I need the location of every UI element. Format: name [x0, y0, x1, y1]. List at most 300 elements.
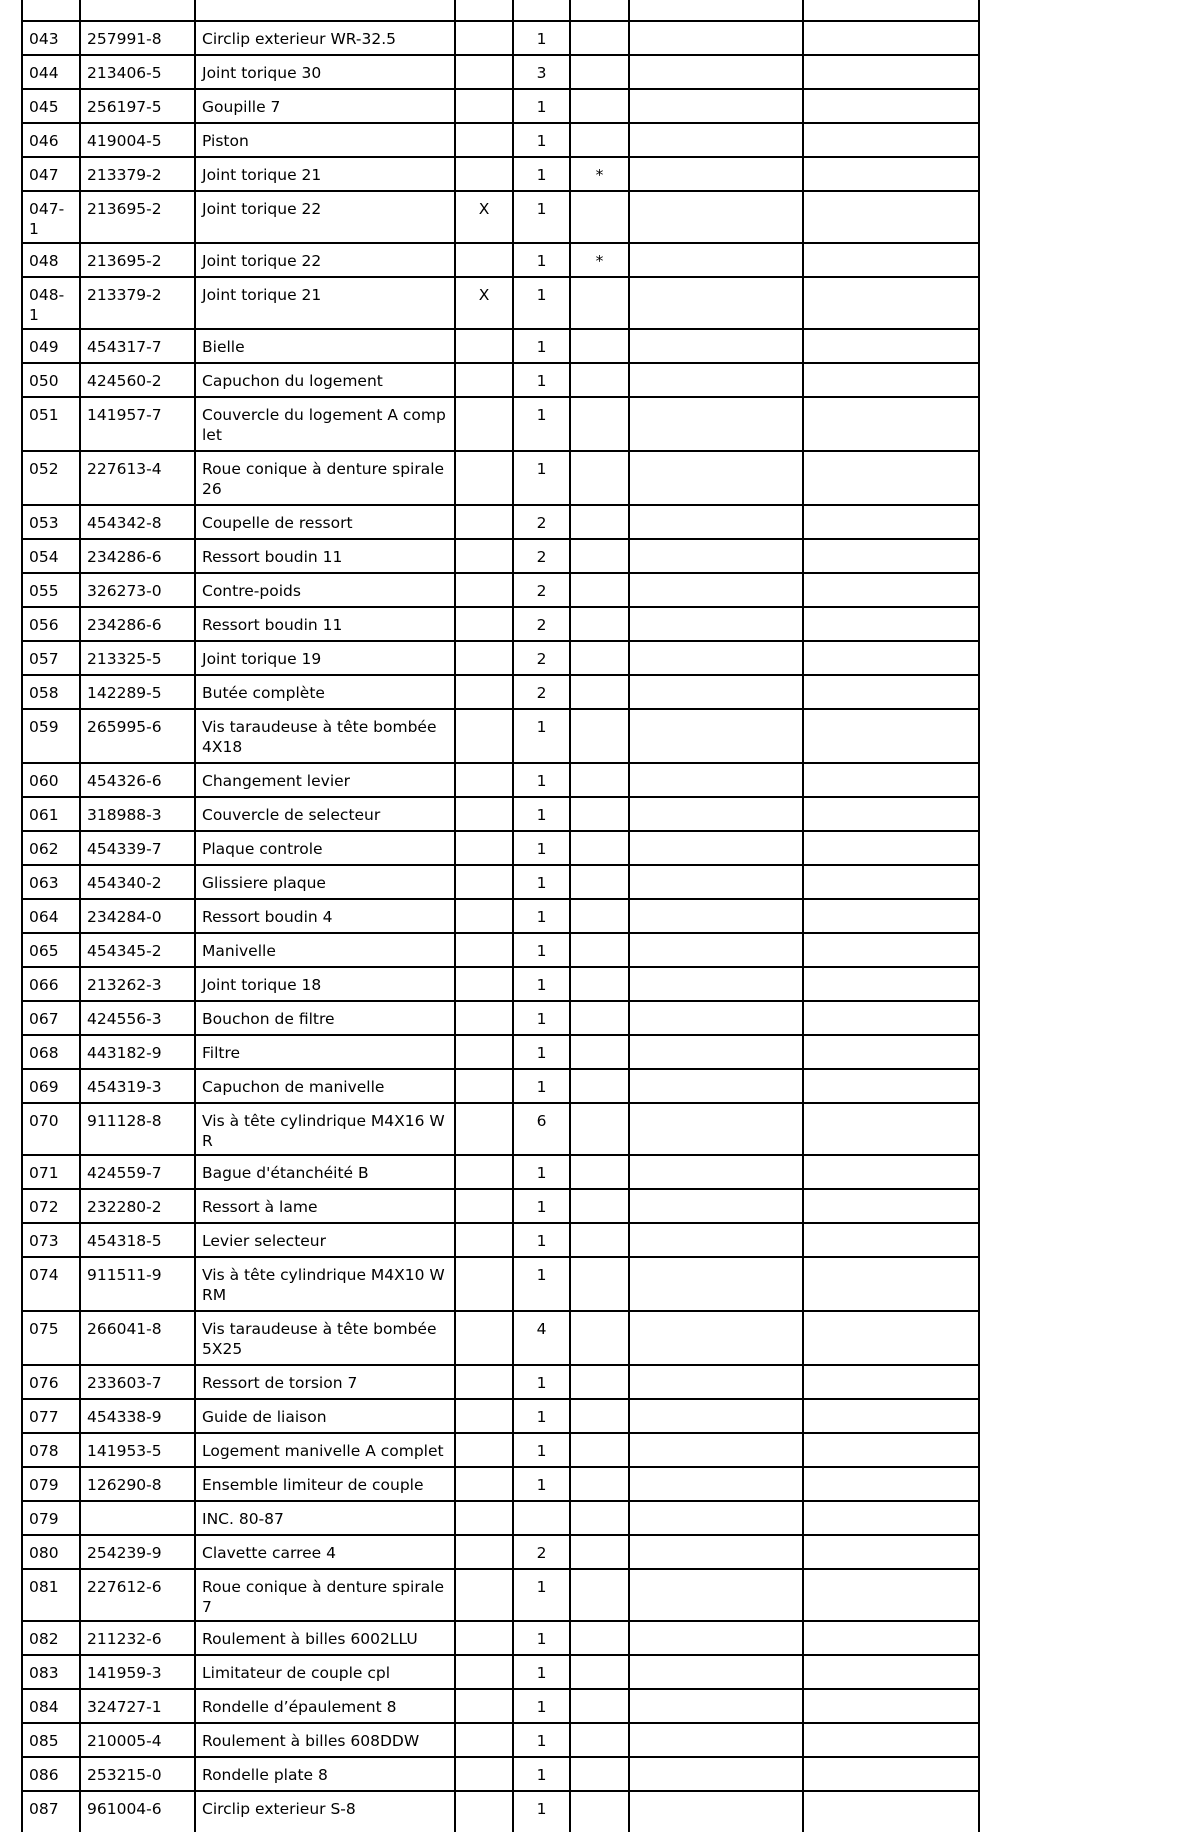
description-cell: Capuchon de manivelle [195, 1069, 455, 1103]
description-cell: Roue conique à denture spirale 7 [195, 1569, 455, 1621]
part-number-cell: 213406-5 [80, 55, 195, 89]
empty-cell [629, 1535, 803, 1569]
empty-cell [803, 55, 979, 89]
empty-cell [629, 1001, 803, 1035]
quantity-cell: 1 [513, 191, 570, 243]
quantity-cell: 2 [513, 505, 570, 539]
marker-x-cell [455, 329, 513, 363]
table-row [22, 1103, 979, 1155]
part-number-cell: 419004-5 [80, 123, 195, 157]
part-number-cell: 424560-2 [80, 363, 195, 397]
empty-cell [629, 329, 803, 363]
empty-cell [803, 1311, 979, 1365]
quantity-cell: 1 [513, 1723, 570, 1757]
quantity-cell: 1 [513, 967, 570, 1001]
table-row [22, 797, 979, 831]
item-number-cell: 054 [22, 539, 80, 573]
empty-cell [803, 277, 979, 329]
empty-cell [803, 967, 979, 1001]
empty-cell [629, 1069, 803, 1103]
item-number-cell: 082 [22, 1621, 80, 1655]
empty-cell [803, 1501, 979, 1535]
marker-x-cell [455, 1757, 513, 1791]
quantity-cell: 1 [513, 363, 570, 397]
table-row [22, 505, 979, 539]
item-number-cell: 068 [22, 1035, 80, 1069]
table-row [22, 1689, 979, 1723]
part-number-cell: 424556-3 [80, 1001, 195, 1035]
empty-cell [629, 1501, 803, 1535]
table-row [22, 1035, 979, 1069]
marker-x-cell [455, 797, 513, 831]
note-star-cell [570, 89, 629, 123]
table-row [22, 1655, 979, 1689]
part-number-cell: 324727-1 [80, 1689, 195, 1723]
empty-cell [629, 1035, 803, 1069]
description-cell: Goupille 7 [195, 89, 455, 123]
table-row [22, 1569, 979, 1621]
quantity-cell: 1 [513, 397, 570, 451]
quantity-cell: 1 [513, 1155, 570, 1189]
marker-x-cell [455, 709, 513, 763]
marker-x-cell [455, 1569, 513, 1621]
part-number-cell: 141959-3 [80, 1655, 195, 1689]
empty-cell [629, 709, 803, 763]
table-row [22, 1069, 979, 1103]
quantity-cell: 1 [513, 1069, 570, 1103]
item-number-cell: 067 [22, 1001, 80, 1035]
part-number-cell: 454326-6 [80, 763, 195, 797]
table-cell-empty [570, 0, 629, 21]
item-number-cell: 058 [22, 675, 80, 709]
quantity-cell: 2 [513, 1535, 570, 1569]
description-cell: Piston [195, 123, 455, 157]
item-number-cell: 077 [22, 1399, 80, 1433]
item-number-cell: 084 [22, 1689, 80, 1723]
empty-cell [803, 451, 979, 505]
part-number-cell: 911511-9 [80, 1257, 195, 1311]
part-number-cell: 454340-2 [80, 865, 195, 899]
description-cell: INC. 80-87 [195, 1501, 455, 1535]
description-cell: Ressort boudin 4 [195, 899, 455, 933]
empty-cell [803, 1399, 979, 1433]
item-number-cell: 044 [22, 55, 80, 89]
note-star-cell [570, 1155, 629, 1189]
empty-cell [629, 1399, 803, 1433]
description-cell: Butée complète [195, 675, 455, 709]
description-cell: Bague d'étanchéité B [195, 1155, 455, 1189]
quantity-cell: 1 [513, 1689, 570, 1723]
quantity-cell: 1 [513, 1189, 570, 1223]
table-row [22, 397, 979, 451]
item-number-cell: 049 [22, 329, 80, 363]
empty-cell [629, 451, 803, 505]
part-number-cell: 234284-0 [80, 899, 195, 933]
description-cell: Joint torique 21 [195, 277, 455, 329]
empty-cell [803, 21, 979, 55]
empty-cell [803, 1365, 979, 1399]
part-number-cell: 454338-9 [80, 1399, 195, 1433]
note-star-cell [570, 607, 629, 641]
table-row [22, 899, 979, 933]
quantity-cell: 1 [513, 1257, 570, 1311]
part-number-cell: 911128-8 [80, 1103, 195, 1155]
marker-x-cell [455, 1433, 513, 1467]
note-star-cell [570, 1311, 629, 1365]
marker-x-cell [455, 363, 513, 397]
empty-cell [629, 1655, 803, 1689]
empty-cell [629, 641, 803, 675]
quantity-cell: 1 [513, 831, 570, 865]
quantity-cell: 1 [513, 709, 570, 763]
marker-x-cell [455, 641, 513, 675]
part-number-cell: 266041-8 [80, 1311, 195, 1365]
empty-cell [803, 675, 979, 709]
empty-cell [629, 1155, 803, 1189]
item-number-cell: 079 [22, 1467, 80, 1501]
note-star-cell [570, 967, 629, 1001]
item-number-cell: 073 [22, 1223, 80, 1257]
quantity-cell: 1 [513, 1433, 570, 1467]
table-row [22, 675, 979, 709]
empty-cell [629, 1621, 803, 1655]
empty-cell [803, 1689, 979, 1723]
note-star-cell: * [570, 243, 629, 277]
table-row [22, 1155, 979, 1189]
empty-cell [629, 1791, 803, 1832]
marker-x-cell [455, 763, 513, 797]
item-number-cell: 048-1 [22, 277, 80, 329]
description-cell: Couvercle du logement A complet [195, 397, 455, 451]
marker-x-cell [455, 967, 513, 1001]
empty-cell [803, 573, 979, 607]
item-number-cell: 087 [22, 1791, 80, 1832]
quantity-cell: 1 [513, 1655, 570, 1689]
marker-x-cell [455, 1001, 513, 1035]
note-star-cell [570, 1399, 629, 1433]
table-row [22, 1433, 979, 1467]
part-number-cell: 253215-0 [80, 1757, 195, 1791]
description-cell: Limitateur de couple cpl [195, 1655, 455, 1689]
empty-cell [803, 797, 979, 831]
marker-x-cell: X [455, 277, 513, 329]
empty-cell [803, 607, 979, 641]
empty-cell [629, 191, 803, 243]
item-number-cell: 047 [22, 157, 80, 191]
table-row [22, 573, 979, 607]
note-star-cell [570, 451, 629, 505]
empty-cell [629, 1189, 803, 1223]
empty-cell [803, 397, 979, 451]
part-number-cell: 211232-6 [80, 1621, 195, 1655]
description-cell: Logement manivelle A complet [195, 1433, 455, 1467]
marker-x-cell [455, 1399, 513, 1433]
empty-cell [629, 933, 803, 967]
empty-cell [629, 1103, 803, 1155]
table-cell-empty [22, 0, 80, 21]
item-number-cell: 086 [22, 1757, 80, 1791]
marker-x-cell [455, 1035, 513, 1069]
item-number-cell: 071 [22, 1155, 80, 1189]
description-cell: Joint torique 19 [195, 641, 455, 675]
quantity-cell: 1 [513, 763, 570, 797]
note-star-cell [570, 539, 629, 573]
marker-x-cell [455, 1791, 513, 1832]
part-number-cell: 254239-9 [80, 1535, 195, 1569]
empty-cell [629, 89, 803, 123]
empty-cell [629, 865, 803, 899]
empty-cell [803, 1757, 979, 1791]
quantity-cell: 1 [513, 1791, 570, 1832]
quantity-cell: 1 [513, 1757, 570, 1791]
note-star-cell [570, 397, 629, 451]
table-row [22, 1223, 979, 1257]
empty-cell [803, 329, 979, 363]
empty-cell [629, 123, 803, 157]
quantity-cell: 1 [513, 329, 570, 363]
item-number-cell: 063 [22, 865, 80, 899]
empty-cell [803, 539, 979, 573]
empty-cell [629, 243, 803, 277]
note-star-cell [570, 505, 629, 539]
table-row [22, 1467, 979, 1501]
part-number-cell: 227613-4 [80, 451, 195, 505]
note-star-cell [570, 1035, 629, 1069]
note-star-cell [570, 277, 629, 329]
marker-x-cell [455, 1467, 513, 1501]
marker-x-cell [455, 397, 513, 451]
description-cell: Bouchon de filtre [195, 1001, 455, 1035]
quantity-cell: 1 [513, 243, 570, 277]
note-star-cell [570, 1103, 629, 1155]
item-number-cell: 076 [22, 1365, 80, 1399]
table-row [22, 763, 979, 797]
quantity-cell: 1 [513, 1001, 570, 1035]
empty-cell [803, 505, 979, 539]
item-number-cell: 064 [22, 899, 80, 933]
table-row [22, 21, 979, 55]
quantity-cell: 2 [513, 675, 570, 709]
table-row [22, 1791, 979, 1832]
part-number-cell: 326273-0 [80, 573, 195, 607]
item-number-cell: 061 [22, 797, 80, 831]
empty-cell [629, 539, 803, 573]
item-number-cell: 060 [22, 763, 80, 797]
empty-cell [803, 1223, 979, 1257]
description-cell: Ressort à lame [195, 1189, 455, 1223]
item-number-cell: 057 [22, 641, 80, 675]
table-row [22, 1311, 979, 1365]
note-star-cell [570, 191, 629, 243]
quantity-cell: 4 [513, 1311, 570, 1365]
note-star-cell [570, 1467, 629, 1501]
marker-x-cell [455, 1103, 513, 1155]
description-cell: Vis taraudeuse à tête bombée 5X25 [195, 1311, 455, 1365]
marker-x-cell [455, 157, 513, 191]
empty-cell [629, 797, 803, 831]
description-cell: Rondelle d’épaulement 8 [195, 1689, 455, 1723]
description-cell: Roulement à billes 608DDW [195, 1723, 455, 1757]
marker-x-cell [455, 505, 513, 539]
description-cell: Capuchon du logement [195, 363, 455, 397]
item-number-cell: 070 [22, 1103, 80, 1155]
empty-cell [803, 899, 979, 933]
table-row [22, 123, 979, 157]
empty-cell [803, 363, 979, 397]
marker-x-cell [455, 1655, 513, 1689]
part-number-cell: 454345-2 [80, 933, 195, 967]
marker-x-cell [455, 865, 513, 899]
table-row [22, 933, 979, 967]
description-cell: Changement levier [195, 763, 455, 797]
note-star-cell [570, 1001, 629, 1035]
quantity-cell: 1 [513, 123, 570, 157]
description-cell: Coupelle de ressort [195, 505, 455, 539]
part-number-cell: 142289-5 [80, 675, 195, 709]
marker-x-cell [455, 451, 513, 505]
item-number-cell: 072 [22, 1189, 80, 1223]
marker-x-cell [455, 1069, 513, 1103]
description-cell: Rondelle plate 8 [195, 1757, 455, 1791]
marker-x-cell [455, 539, 513, 573]
part-number-cell: 213262-3 [80, 967, 195, 1001]
part-number-cell: 454317-7 [80, 329, 195, 363]
description-cell: Joint torique 18 [195, 967, 455, 1001]
part-number-cell [80, 1501, 195, 1535]
quantity-cell: 1 [513, 899, 570, 933]
document-page [21, 0, 1031, 1818]
table-row [22, 865, 979, 899]
table-cell-empty [195, 0, 455, 21]
quantity-cell: 1 [513, 865, 570, 899]
description-cell: Filtre [195, 1035, 455, 1069]
note-star-cell [570, 1501, 629, 1535]
description-cell: Couvercle de selecteur [195, 797, 455, 831]
empty-cell [803, 1001, 979, 1035]
quantity-cell: 1 [513, 1365, 570, 1399]
quantity-cell: 6 [513, 1103, 570, 1155]
note-star-cell [570, 1757, 629, 1791]
description-cell: Joint torique 22 [195, 243, 455, 277]
quantity-cell: 1 [513, 1467, 570, 1501]
description-cell: Clavette carree 4 [195, 1535, 455, 1569]
table-row [22, 831, 979, 865]
empty-cell [803, 89, 979, 123]
item-number-cell: 069 [22, 1069, 80, 1103]
empty-cell [803, 1723, 979, 1757]
empty-cell [629, 763, 803, 797]
part-number-cell: 454342-8 [80, 505, 195, 539]
table-row [22, 1723, 979, 1757]
empty-cell [629, 363, 803, 397]
empty-cell [803, 641, 979, 675]
empty-cell [803, 933, 979, 967]
item-number-cell: 075 [22, 1311, 80, 1365]
description-cell: Joint torique 30 [195, 55, 455, 89]
description-cell: Circlip exterieur S-8 [195, 1791, 455, 1832]
marker-x-cell [455, 123, 513, 157]
marker-x-cell [455, 607, 513, 641]
marker-x-cell [455, 573, 513, 607]
item-number-cell: 085 [22, 1723, 80, 1757]
part-number-cell: 234286-6 [80, 607, 195, 641]
empty-cell [803, 831, 979, 865]
marker-x-cell [455, 1723, 513, 1757]
note-star-cell [570, 1069, 629, 1103]
description-cell: Ressort de torsion 7 [195, 1365, 455, 1399]
empty-cell [629, 573, 803, 607]
part-number-cell: 256197-5 [80, 89, 195, 123]
note-star-cell [570, 573, 629, 607]
part-number-cell: 141953-5 [80, 1433, 195, 1467]
table-row [22, 55, 979, 89]
part-number-cell: 454339-7 [80, 831, 195, 865]
part-number-cell: 961004-6 [80, 1791, 195, 1832]
note-star-cell [570, 899, 629, 933]
item-number-cell: 066 [22, 967, 80, 1001]
table-row [22, 1621, 979, 1655]
note-star-cell [570, 1535, 629, 1569]
quantity-cell: 3 [513, 55, 570, 89]
empty-cell [629, 1757, 803, 1791]
note-star-cell [570, 675, 629, 709]
description-cell: Vis à tête cylindrique M4X10 WRM [195, 1257, 455, 1311]
table-row [22, 363, 979, 397]
empty-cell [629, 55, 803, 89]
note-star-cell [570, 933, 629, 967]
empty-cell [629, 1467, 803, 1501]
empty-cell [803, 1257, 979, 1311]
quantity-cell: 1 [513, 1621, 570, 1655]
quantity-cell: 1 [513, 1223, 570, 1257]
empty-cell [629, 505, 803, 539]
note-star-cell [570, 1621, 629, 1655]
marker-x-cell [455, 243, 513, 277]
description-cell: Joint torique 22 [195, 191, 455, 243]
empty-cell [803, 1155, 979, 1189]
table-row [22, 1365, 979, 1399]
quantity-cell: 1 [513, 157, 570, 191]
item-number-cell: 050 [22, 363, 80, 397]
table-cell-empty [455, 0, 513, 21]
table-row [22, 1001, 979, 1035]
description-cell: Roulement à billes 6002LLU [195, 1621, 455, 1655]
description-cell: Plaque controle [195, 831, 455, 865]
part-number-cell: 257991-8 [80, 21, 195, 55]
empty-cell [803, 1791, 979, 1832]
empty-cell [803, 1189, 979, 1223]
table-row [22, 329, 979, 363]
item-number-cell: 053 [22, 505, 80, 539]
marker-x-cell [455, 1223, 513, 1257]
note-star-cell [570, 1569, 629, 1621]
item-number-cell: 065 [22, 933, 80, 967]
item-number-cell: 081 [22, 1569, 80, 1621]
table-row [22, 607, 979, 641]
note-star-cell [570, 363, 629, 397]
description-cell: Joint torique 21 [195, 157, 455, 191]
empty-cell [803, 1535, 979, 1569]
description-cell: Contre-poids [195, 573, 455, 607]
item-number-cell: 046 [22, 123, 80, 157]
item-number-cell: 059 [22, 709, 80, 763]
part-number-cell: 213325-5 [80, 641, 195, 675]
item-number-cell: 051 [22, 397, 80, 451]
marker-x-cell: X [455, 191, 513, 243]
empty-cell [629, 1433, 803, 1467]
note-star-cell [570, 865, 629, 899]
note-star-cell [570, 1655, 629, 1689]
